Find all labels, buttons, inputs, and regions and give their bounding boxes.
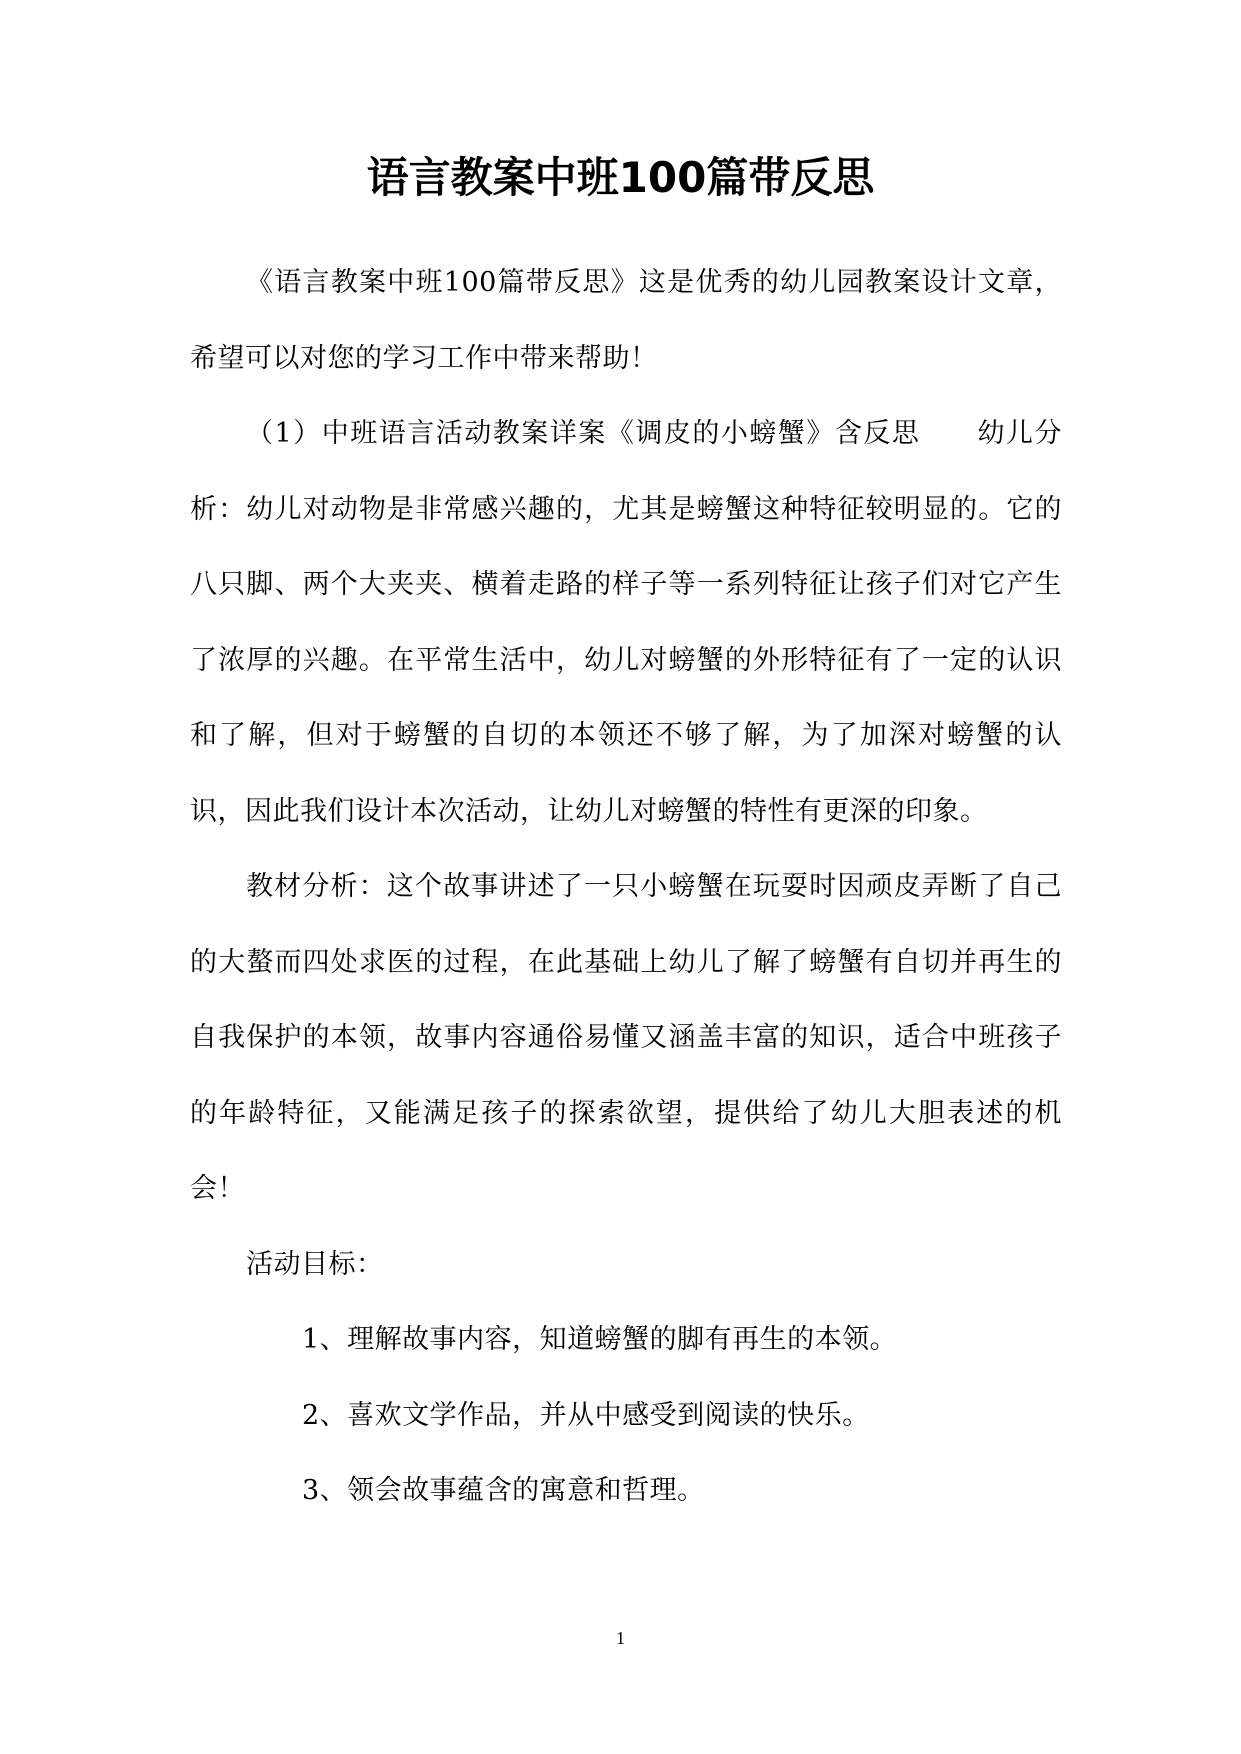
material-paragraph: 教材分析：这个故事讲述了一只小螃蟹在玩耍时因顽皮弄断了自己的大螯而四处求医的过程，在此基础上幼儿了解了螃蟹有自切并再生的自我保护的本领，故事内容通俗易懂又涵盖丰富的知识，适合中班孩子的年龄特征，又能满足孩子的探索欲望，提供给了幼儿大胆表述的机会！ xyxy=(190,871,1062,1204)
goal-item: 2、喜欢文学作品，并从中感受到阅读的快乐。 xyxy=(302,1399,870,1431)
page-number: 1 xyxy=(616,1628,625,1648)
document-body xyxy=(190,245,1062,1529)
analysis-paragraph: （1）中班语言活动教案详案《调皮的小螃蟹》含反思 幼儿分析：幼儿对动物是非常感兴趣的，尤其是螃蟹这种特征较明显的。它的八只脚、两个大夹夹、横着走路的样子等一系列特征让孩子们对它产生了浓厚的兴趣。在平常生活中，幼儿对螃蟹的外形特征有了一定的认识和了解，但对于螃蟹的自切的本领还不够了解，为了加深对螃蟹的认识，因此我们设计本次活动，让幼儿对螃蟹的特性有更深的印象。 xyxy=(190,418,1062,827)
goal-item: 1、理解故事内容，知道螃蟹的脚有再生的本领。 xyxy=(302,1324,898,1355)
document-title: 语言教案中班100篇带反思 xyxy=(366,153,875,202)
goals-heading: 活动目标： xyxy=(246,1248,384,1280)
intro-paragraph: 《语言教案中班100篇带反思》这是优秀的幼儿园教案设计文章，希望可以对您的学习工作中带来帮助！ xyxy=(190,267,1062,374)
goal-item: 3、领会故事蕴含的寓意和哲理。 xyxy=(302,1475,705,1506)
